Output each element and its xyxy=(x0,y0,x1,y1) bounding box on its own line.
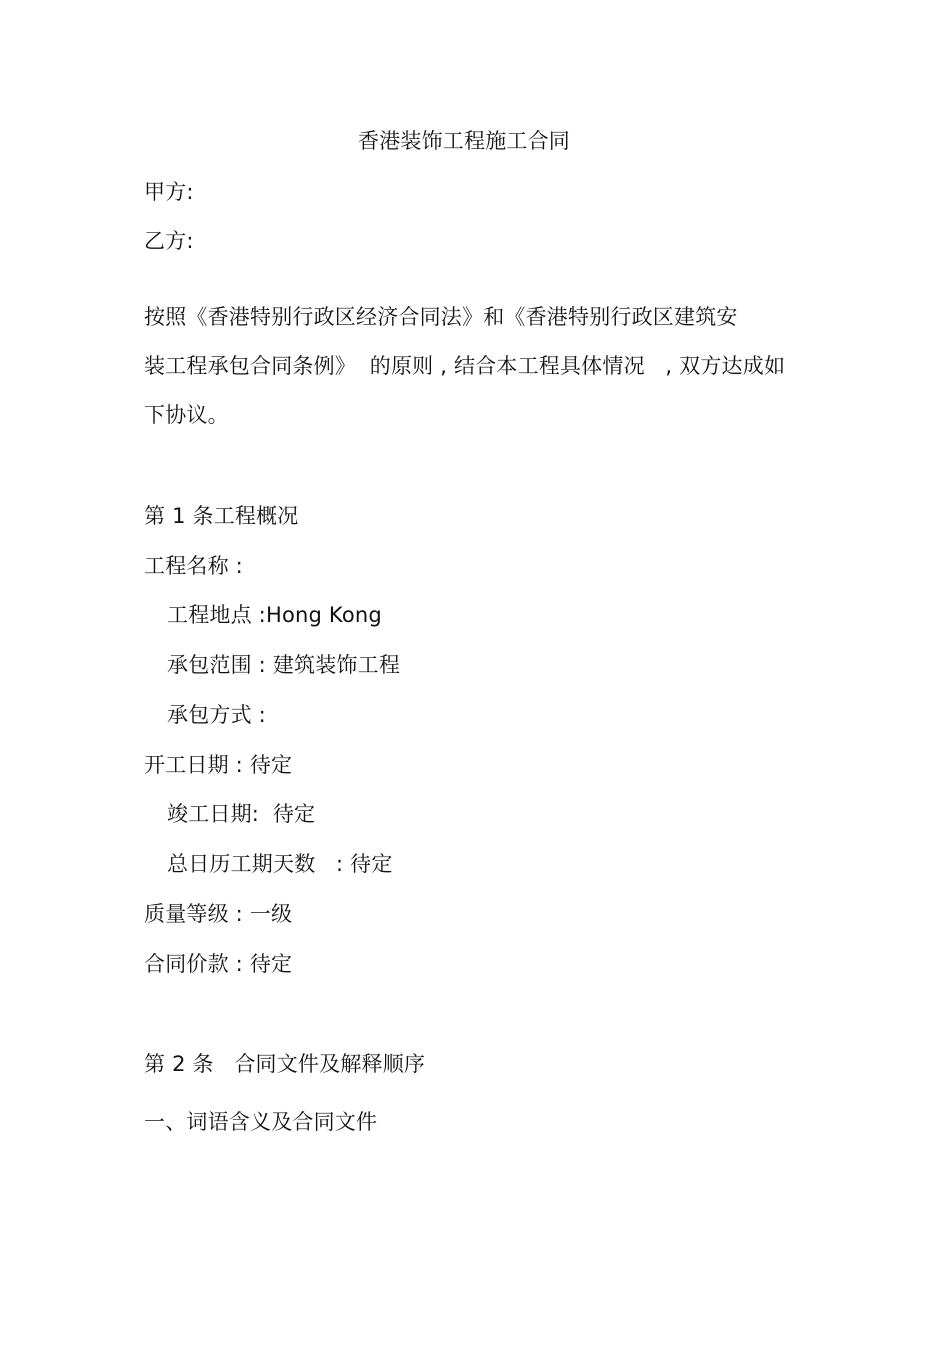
document-title: 香港装饰工程施工合同 xyxy=(358,129,570,153)
article-2-subheading: 一、词语含义及合同文件 xyxy=(144,1110,378,1134)
article-1-heading: 第 1 条工程概况 xyxy=(144,504,299,528)
scope-field: 承包范围 : 建筑装饰工程 xyxy=(167,653,401,677)
preamble-line-3: 下协议。 xyxy=(144,403,229,427)
preamble-line-1: 按照《香港特别行政区经济合同法》和《香港特别行政区建筑安 xyxy=(144,305,738,329)
contract-method-field: 承包方式 : xyxy=(167,703,266,727)
party-a-label: 甲方: xyxy=(144,180,194,204)
total-days-field: 总日历工期天数 : 待定 xyxy=(167,852,393,876)
project-location-field: 工程地点 :Hong Kong xyxy=(167,603,382,627)
party-b-label: 乙方: xyxy=(144,229,194,253)
project-name-field: 工程名称 : xyxy=(144,554,243,578)
quality-grade-field: 质量等级 : 一级 xyxy=(144,902,293,926)
contract-price-field: 合同价款 : 待定 xyxy=(144,952,293,976)
completion-date-field: 竣工日期: 待定 xyxy=(167,802,316,826)
start-date-field: 开工日期 : 待定 xyxy=(144,753,293,777)
article-2-heading: 第 2 条 合同文件及解释顺序 xyxy=(144,1052,426,1076)
preamble-line-2: 装工程承包合同条例》 的原则 , 结合本工程具体情况 , 双方达成如 xyxy=(144,354,786,378)
